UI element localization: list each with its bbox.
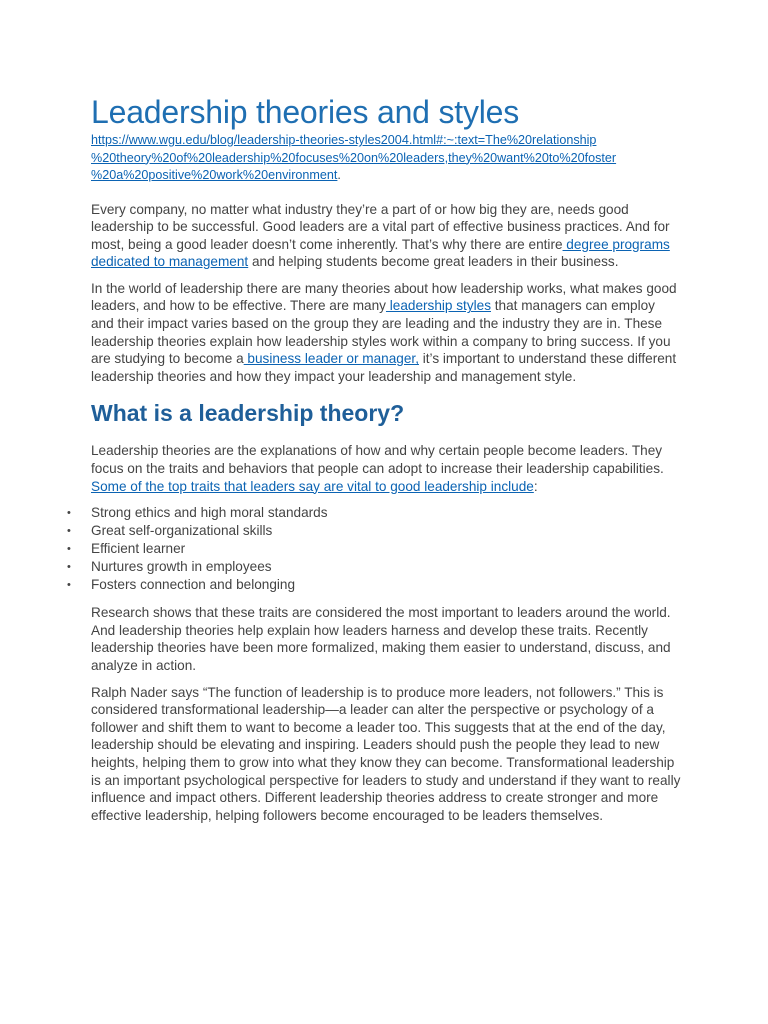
theories-text-start: In the world of leadership there are many theories about how leadership works, what makes good leaders, and how to be effective. There are many [91, 280, 677, 314]
leadership-styles-link[interactable]: leadership styles [385, 298, 491, 314]
trait-text: Great self-organizational skills [91, 523, 273, 539]
definition-paragraph [91, 442, 681, 495]
top-traits-link[interactable]: Some of the top traits that leaders say are vital to good leadership include [91, 478, 534, 494]
section-heading: What is a leadership theory? [91, 400, 405, 427]
list-item [67, 576, 681, 594]
source-url-line-1: https://www.wgu.edu/blog/leadership-theories-styles2004.html#:~:text=The%20relationship [91, 133, 597, 147]
bullet-icon: • [67, 579, 71, 592]
source-url-line-3: %20a%20positive%20work%20environment [91, 168, 338, 182]
degree-programs-link[interactable]: degree programs dedicated to management [91, 236, 670, 270]
bullet-icon: • [67, 525, 71, 538]
trait-text: Strong ethics and high moral standards [91, 505, 328, 521]
source-url-link[interactable] [91, 133, 616, 182]
list-item [67, 504, 681, 522]
list-item [67, 522, 681, 540]
list-item [67, 558, 681, 576]
list-item [67, 540, 681, 558]
trait-text: Fosters connection and belonging [91, 577, 296, 593]
intro-text-end: and helping students become great leaders in their business. [248, 254, 619, 270]
definition-text-start: Leadership theories are the explanations of how and why certain people become leaders. They focus on the traits and behaviors that people can adopt to increase their leadership capabilities. [91, 443, 664, 477]
research-paragraph: Research shows that these traits are considered the most important to leaders around the world. And leadership theories help explain how leaders harness and develop these traits. Recently leadership theories have been more formalized, making them easier to understand, discuss, and analyze in action. [91, 605, 671, 673]
bullet-icon: • [67, 543, 71, 556]
theories-paragraph [91, 280, 681, 386]
trait-text: Efficient learner [91, 541, 186, 557]
source-url-line-2: %20theory%20of%20leadership%20focuses%20on%20leaders,they%20want%20to%20foster [91, 150, 617, 165]
intro-text-start: Every company, no matter what industry they’re a part of or how big they are, needs good leadership to be successful. Good leaders are a vital part of effective business practices. And for most, being a good leader doesn’t come inherently. That’s why there are entire [91, 201, 670, 252]
bullet-icon: • [67, 561, 71, 574]
theories-text-middle: that managers can employ and their impact varies based on the group they are leading and the industry they are in. These leadership theories explain how leadership styles work within a company to bring success. If you are studying to become a [91, 298, 671, 367]
theories-text-end: it’s important to understand these different leadership theories and how they impact your leadership and management style. [91, 351, 677, 384]
source-url-period: . [337, 168, 341, 182]
trait-text: Nurtures growth in employees [91, 559, 272, 575]
traits-list [66, 504, 681, 594]
quote-paragraph: Ralph Nader says “The function of leadership is to produce more leaders, not followers.” This is considered transformational leadership—a leader can alter the perspective or psychology of a follower and shift them to want to become a leader too. This suggests that at the end of the day, leadership should be elevating and inspiring. Leaders should push the people they lead to new heights, helping them to grow into what they know they can become. Transformational leadership is an important psychological perspective for leaders to study and understand if they want to really influence and impact others. Different leadership theories address to create stronger and more effective leadership, helping followers become encouraged to be leaders themselves. [91, 684, 681, 823]
document-page [67, 93, 681, 824]
definition-text-end: : [533, 478, 538, 494]
page-title: Leadership theories and styles [91, 94, 520, 130]
source-citation [91, 132, 681, 185]
intro-paragraph [91, 201, 681, 271]
business-leader-link[interactable]: business leader or manager, [243, 351, 419, 367]
bullet-icon: • [67, 507, 71, 520]
